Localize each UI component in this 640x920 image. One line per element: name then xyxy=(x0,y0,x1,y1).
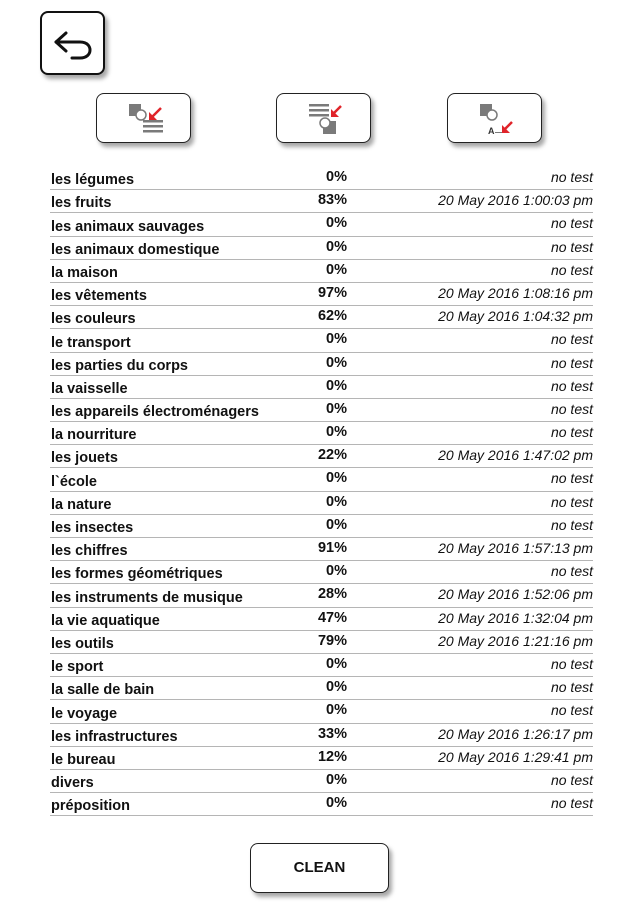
score-value: 0% xyxy=(326,354,347,371)
category-name: les fruits xyxy=(51,195,112,212)
category-name: préposition xyxy=(51,798,130,815)
test-date: no test xyxy=(550,400,593,417)
test-date: 20 May 2016 1:26:17 pm xyxy=(438,725,593,742)
category-name: la vaisselle xyxy=(51,380,128,397)
category-name: divers xyxy=(51,775,94,792)
test-date: no test xyxy=(550,354,593,371)
table-row[interactable] xyxy=(50,329,593,352)
test-date: no test xyxy=(550,771,593,788)
table-row[interactable] xyxy=(50,584,593,607)
score-value: 0% xyxy=(326,470,347,487)
table-row[interactable] xyxy=(50,724,593,747)
test-date: 20 May 2016 1:21:16 pm xyxy=(438,632,593,649)
category-name: les outils xyxy=(51,635,114,652)
test-date: no test xyxy=(550,424,593,441)
table-row[interactable] xyxy=(50,700,593,723)
mode-image-to-text-button[interactable] xyxy=(96,93,191,143)
table-row[interactable] xyxy=(50,747,593,770)
score-value: 0% xyxy=(326,331,347,348)
test-date: 20 May 2016 1:52:06 pm xyxy=(438,586,593,603)
test-date: no test xyxy=(550,516,593,533)
category-name: les parties du corps xyxy=(51,357,188,374)
table-row[interactable] xyxy=(50,538,593,561)
test-date: no test xyxy=(550,215,593,232)
test-date: no test xyxy=(550,493,593,510)
category-name: le bureau xyxy=(51,751,116,768)
category-name: le transport xyxy=(51,334,131,351)
score-value: 0% xyxy=(326,493,347,510)
test-date: no test xyxy=(550,169,593,185)
table-row[interactable] xyxy=(50,422,593,445)
test-date: no test xyxy=(550,331,593,348)
category-name: le sport xyxy=(51,659,104,676)
score-value: 22% xyxy=(317,447,347,464)
text-to-image-icon xyxy=(307,102,345,136)
test-date: no test xyxy=(550,238,593,255)
table-row[interactable] xyxy=(50,353,593,376)
test-date: 20 May 2016 1:32:04 pm xyxy=(438,609,593,626)
test-date: 20 May 2016 1:04:32 pm xyxy=(438,308,593,325)
table-row[interactable] xyxy=(50,770,593,793)
table-row[interactable] xyxy=(50,306,593,329)
category-name: les appareils électroménagers xyxy=(51,404,259,421)
image-to-letter-icon xyxy=(478,102,516,136)
test-date: no test xyxy=(550,377,593,394)
table-row[interactable] xyxy=(50,237,593,260)
score-value: 0% xyxy=(326,238,347,255)
image-to-text-icon xyxy=(127,102,165,136)
category-name: les infrastructures xyxy=(51,728,178,745)
score-value: 62% xyxy=(317,308,347,325)
table-row[interactable] xyxy=(50,608,593,631)
table-row[interactable] xyxy=(50,445,593,468)
letter-a-label: A xyxy=(488,126,495,136)
table-row[interactable] xyxy=(50,399,593,422)
test-date: 20 May 2016 1:29:41 pm xyxy=(438,748,593,765)
score-value: 0% xyxy=(326,563,347,580)
score-value: 0% xyxy=(326,261,347,278)
table-row[interactable] xyxy=(50,376,593,399)
clean-button[interactable]: CLEAN xyxy=(250,843,389,893)
score-value: 0% xyxy=(326,702,347,719)
category-name: les vêtements xyxy=(51,288,147,305)
table-row[interactable] xyxy=(50,492,593,515)
table-row[interactable] xyxy=(50,468,593,491)
test-date: no test xyxy=(550,563,593,580)
category-name: les instruments de musique xyxy=(51,589,243,606)
category-name: la salle de bain xyxy=(51,682,155,699)
score-value: 0% xyxy=(326,795,347,812)
category-name: la nature xyxy=(51,496,112,513)
score-value: 0% xyxy=(326,400,347,417)
category-name: les couleurs xyxy=(51,311,136,328)
category-name: le voyage xyxy=(51,705,118,722)
table-row[interactable] xyxy=(50,654,593,677)
table-row[interactable] xyxy=(50,213,593,236)
category-name: la maison xyxy=(51,264,118,281)
score-value: 0% xyxy=(326,377,347,394)
score-value: 79% xyxy=(317,632,347,649)
table-row[interactable] xyxy=(50,283,593,306)
test-date: no test xyxy=(550,795,593,812)
table-row[interactable] xyxy=(50,190,593,213)
score-value: 0% xyxy=(326,516,347,533)
test-date: 20 May 2016 1:08:16 pm xyxy=(438,284,593,301)
category-name: les animaux sauvages xyxy=(51,218,205,235)
back-button[interactable] xyxy=(40,11,105,75)
category-name: les jouets xyxy=(51,450,118,467)
category-name: les animaux domestique xyxy=(51,241,220,258)
table-row[interactable] xyxy=(50,561,593,584)
test-date: no test xyxy=(550,655,593,672)
category-name: les insectes xyxy=(51,520,134,536)
table-row[interactable] xyxy=(50,631,593,654)
test-date: no test xyxy=(550,679,593,696)
results-table xyxy=(50,167,593,816)
table-row[interactable] xyxy=(50,677,593,700)
table-row[interactable] xyxy=(50,515,593,538)
score-value: 0% xyxy=(326,679,347,696)
category-name: les chiffres xyxy=(51,543,128,560)
table-row[interactable] xyxy=(50,260,593,283)
score-value: 12% xyxy=(317,748,347,765)
test-date: no test xyxy=(550,470,593,487)
test-date: 20 May 2016 1:00:03 pm xyxy=(438,192,593,209)
category-name: l`école xyxy=(51,473,97,490)
category-name: la nourriture xyxy=(51,427,137,444)
score-value: 47% xyxy=(317,609,347,626)
test-date: no test xyxy=(550,261,593,278)
category-name: la vie aquatique xyxy=(51,612,160,629)
score-value: 97% xyxy=(317,284,347,301)
score-value: 0% xyxy=(326,169,347,185)
score-value: 0% xyxy=(326,215,347,232)
back-arrow-icon xyxy=(52,25,96,65)
mode-image-to-letter-button[interactable] xyxy=(447,93,542,143)
table-row[interactable] xyxy=(50,167,593,190)
mode-text-to-image-button[interactable] xyxy=(276,93,371,143)
table-row[interactable] xyxy=(50,793,593,816)
test-date: 20 May 2016 1:47:02 pm xyxy=(438,447,593,464)
category-name: les légumes xyxy=(51,172,135,189)
category-name: les formes géométriques xyxy=(51,566,223,583)
score-value: 0% xyxy=(326,771,347,788)
score-value: 0% xyxy=(326,655,347,672)
score-value: 0% xyxy=(326,424,347,441)
score-value: 91% xyxy=(317,540,347,556)
test-date: no test xyxy=(550,702,593,719)
score-value: 83% xyxy=(317,192,347,209)
test-date: 20 May 2016 1:57:13 pm xyxy=(438,540,593,556)
score-value: 28% xyxy=(317,586,347,603)
score-value: 33% xyxy=(317,725,347,742)
